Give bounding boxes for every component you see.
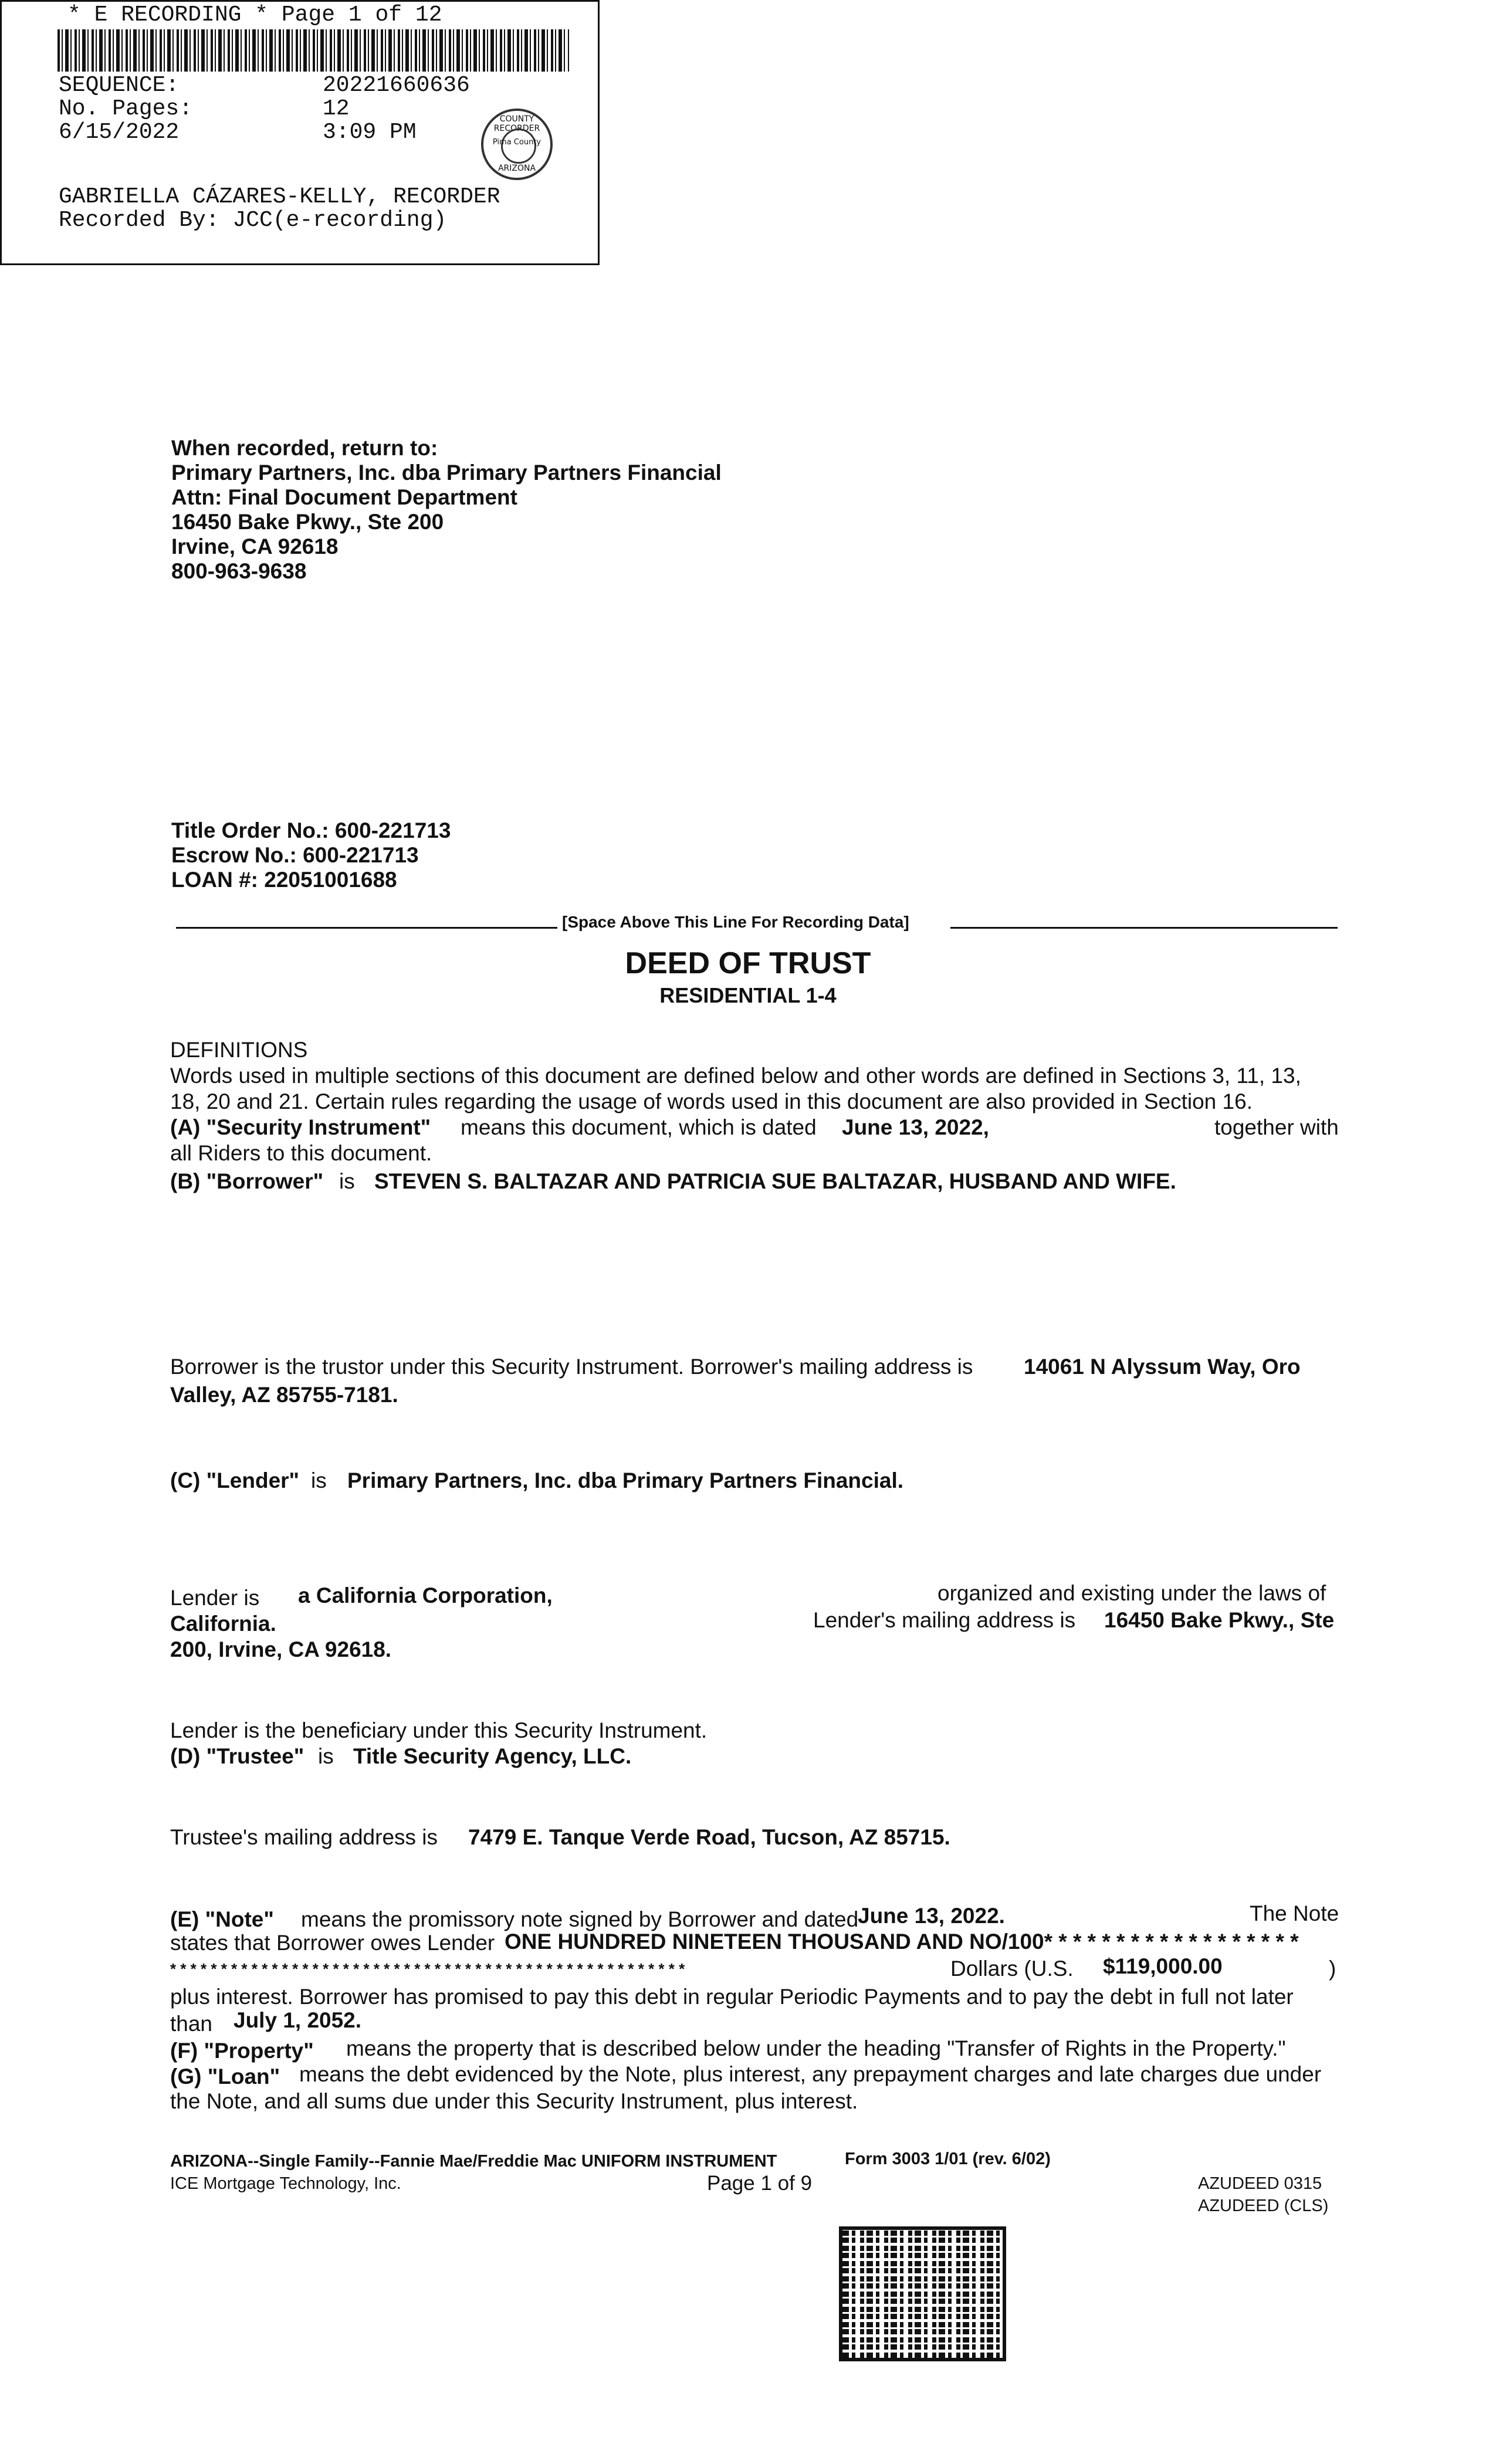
def-g-text-1: means the debt evidenced by the Note, plus interest, any prepayment charges and late charges due under	[299, 2062, 1322, 2086]
def-g-label: (G) "Loan"	[170, 2064, 280, 2089]
note-amount-stars: * * * * * * * * * * * * * * * * * * * * * * * * * * * * * * * * * * * * * * * * * * * * * * * * * * *	[170, 1960, 685, 1978]
borrower-address-2: Valley, AZ 85755-7181.	[170, 1383, 398, 1407]
footer-vendor: ICE Mortgage Technology, Inc.	[170, 2174, 401, 2193]
sequence-value: 20221660636	[323, 73, 470, 98]
def-b-label: (B) "Borrower"	[170, 1169, 324, 1193]
def-a-label: (A) "Security Instrument"	[170, 1115, 431, 1139]
def-g-text-2: the Note, and all sums due under this Security Instrument, plus interest.	[170, 2089, 858, 2113]
footer-code-2: AZUDEED (CLS)	[1198, 2196, 1329, 2215]
trustee-name: Title Security Agency, LLC.	[353, 1744, 632, 1768]
lender-name: Primary Partners, Inc. dba Primary Partners Financial.	[347, 1468, 904, 1492]
space-above-label: [Space Above This Line For Recording Data]	[562, 913, 909, 931]
def-d-label: (D) "Trustee"	[170, 1744, 304, 1768]
def-e-label: (E) "Note"	[170, 1907, 274, 1931]
return-to-company: Primary Partners, Inc. dba Primary Partners Financial	[171, 461, 722, 485]
def-c-label: (C) "Lender"	[170, 1468, 300, 1492]
definitions-intro-1: Words used in multiple sections of this document are defined below and other words are defined in Sections 3, 11, 13,	[170, 1064, 1301, 1088]
def-a-text: means this document, which is dated	[461, 1115, 817, 1139]
def-a-tail: together with	[1214, 1115, 1339, 1139]
footer-page-number: Page 1 of 9	[707, 2172, 813, 2195]
note-amount-words: ONE HUNDRED NINETEEN THOUSAND AND NO/100* * * * * * * * * * * * * * * * * *	[505, 1930, 1299, 1954]
pages-value: 12	[323, 96, 350, 121]
lender-state: California.	[170, 1612, 276, 1636]
lender-mailing-1: 16450 Bake Pkwy., Ste	[1104, 1608, 1335, 1632]
record-date: 6/15/2022	[59, 120, 180, 145]
loan-number: LOAN #: 22051001688	[171, 868, 397, 892]
stamp-header: * E RECORDING * Page 1 of 12	[67, 2, 442, 28]
def-e-text: means the promissory note signed by Borrower and dated	[301, 1907, 859, 1931]
return-to-street: 16450 Bake Pkwy., Ste 200	[171, 510, 444, 534]
note-amount: $119,000.00	[1103, 1954, 1223, 1978]
trustee-address-label: Trustee's mailing address is	[170, 1825, 438, 1849]
lender-mailing-2: 200, Irvine, CA 92618.	[170, 1637, 392, 1661]
return-to-phone: 800-963-9638	[171, 559, 307, 583]
borrower-names: STEVEN S. BALTAZAR AND PATRICIA SUE BALTAZAR, HUSBAND AND WIFE.	[374, 1169, 1176, 1193]
dollars-label: Dollars (U.S.	[950, 1957, 1074, 1981]
lender-beneficiary: Lender is the beneficiary under this Security Instrument.	[170, 1718, 708, 1742]
document-subtitle: RESIDENTIAL 1-4	[659, 983, 837, 1007]
note-date: June 13, 2022.	[858, 1904, 1005, 1928]
recording-stamp	[0, 0, 600, 265]
def-e-than: than	[170, 2012, 213, 2036]
definitions-intro-2: 18, 20 and 21. Certain rules regarding the usage of words used in this document are also provided in Section 16.	[170, 1089, 1253, 1113]
return-to-attn: Attn: Final Document Department	[171, 485, 517, 509]
footer-form-line: ARIZONA--Single Family--Fannie Mae/Freddie Mac UNIFORM INSTRUMENT	[170, 2152, 777, 2171]
lender-organized: organized and existing under the laws of	[937, 1581, 1326, 1605]
pages-label: No. Pages:	[59, 96, 193, 121]
document-2d-barcode	[839, 2226, 1006, 2361]
lender-mailing-label: Lender's mailing address is	[813, 1608, 1076, 1632]
borrower-address-text: Borrower is the trustor under this Security Instrument. Borrower's mailing address is	[170, 1355, 973, 1379]
county-seal-icon: COUNTY RECORDER Pima County ARIZONA	[481, 109, 553, 180]
def-e-line4: plus interest. Borrower has promised to pay this debt in regular Periodic Payments and to pay the debt in full not later	[170, 1985, 1294, 2009]
def-d-is: is	[318, 1744, 334, 1768]
return-to-heading: When recorded, return to:	[171, 436, 438, 460]
recording-barcode	[57, 29, 569, 72]
def-e-line2: states that Borrower owes Lender	[170, 1931, 495, 1955]
document-title: DEED OF TRUST	[625, 946, 871, 980]
def-f-label: (F) "Property"	[170, 2039, 314, 2063]
def-a-date: June 13, 2022,	[842, 1115, 989, 1139]
recording-divider-right	[950, 927, 1338, 929]
def-c-is: is	[311, 1468, 327, 1492]
sequence-label: SEQUENCE:	[59, 73, 180, 98]
record-time: 3:09 PM	[323, 120, 417, 145]
def-a-line2: all Riders to this document.	[170, 1141, 432, 1165]
recording-divider-left	[176, 927, 557, 929]
recorder-name: GABRIELLA CÁZARES-KELLY, RECORDER	[59, 184, 500, 209]
definitions-heading: DEFINITIONS	[170, 1038, 308, 1062]
recorded-by: Recorded By: JCC(e-recording)	[59, 208, 447, 233]
title-order-number: Title Order No.: 600-221713	[171, 818, 451, 842]
escrow-number: Escrow No.: 600-221713	[171, 843, 419, 867]
trustee-address: 7479 E. Tanque Verde Road, Tucson, AZ 85715.	[468, 1825, 950, 1849]
lender-is-label: Lender is	[170, 1586, 260, 1610]
footer-code-1: AZUDEED 0315	[1198, 2174, 1322, 2193]
def-b-is: is	[339, 1169, 355, 1193]
def-f-text: means the property that is described below under the heading "Transfer of Rights in the Property."	[346, 2036, 1286, 2060]
footer-form-number: Form 3003 1/01 (rev. 6/02)	[845, 2150, 1051, 2168]
maturity-date: July 1, 2052.	[233, 2008, 362, 2032]
return-to-city: Irvine, CA 92618	[171, 534, 339, 559]
def-e-tail: The Note	[1250, 1901, 1339, 1925]
note-amount-close: )	[1329, 1957, 1336, 1981]
borrower-address-1: 14061 N Alyssum Way, Oro	[1024, 1355, 1301, 1379]
lender-type: a California Corporation,	[298, 1583, 553, 1607]
